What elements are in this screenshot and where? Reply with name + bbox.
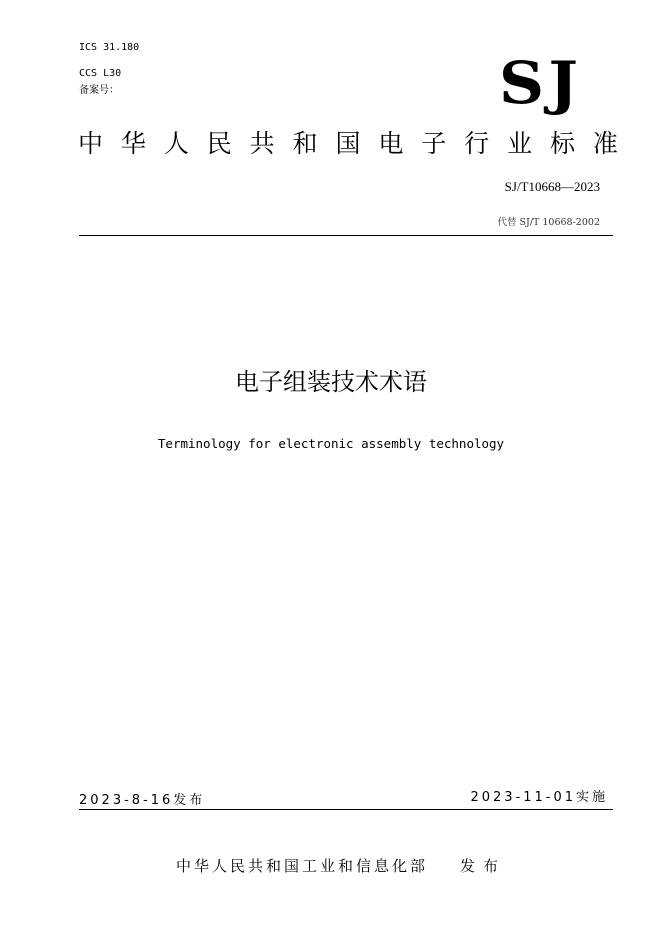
standard-title-char: 子 bbox=[421, 129, 447, 158]
standard-title-char: 和 bbox=[292, 129, 318, 158]
standard-title-char: 准 bbox=[592, 129, 618, 158]
issuing-authority: 中华人民共和国工业和信息化部 bbox=[175, 857, 428, 875]
publish-date: 2023-8-16发布 bbox=[79, 793, 206, 808]
document-title-chinese: 电子组装技术术语 bbox=[235, 368, 427, 396]
standard-title-char: 共 bbox=[249, 129, 275, 158]
standard-title-char: 业 bbox=[507, 129, 533, 158]
replaces-standard: 代替 SJ/T 10668-2002 bbox=[497, 217, 600, 228]
standard-title-char: 行 bbox=[464, 129, 490, 158]
header-divider bbox=[79, 235, 613, 236]
standard-code: SJ/T10668—2023 bbox=[504, 179, 600, 194]
standard-title-char: 标 bbox=[549, 129, 575, 158]
standard-title-char: 国 bbox=[335, 129, 361, 158]
footer-divider bbox=[79, 809, 613, 810]
issue-verb: 发布 bbox=[460, 857, 507, 875]
standard-category-title bbox=[78, 128, 618, 160]
standard-title-char: 中 bbox=[78, 129, 104, 158]
standard-title-char: 电 bbox=[378, 129, 404, 158]
standard-title-char: 华 bbox=[120, 129, 146, 158]
standard-title-char: 民 bbox=[206, 129, 232, 158]
filing-number-label: 备案号： bbox=[79, 85, 119, 96]
ics-number: ICS 31.180 bbox=[79, 42, 140, 53]
sj-logo: SJ bbox=[498, 49, 582, 117]
document-title-english: Terminology for electronic assembly technology bbox=[157, 436, 505, 451]
issuer-row bbox=[0, 856, 662, 876]
ccs-number: CCS L30 bbox=[79, 68, 122, 79]
effective-date: 2023-11-01实施 bbox=[470, 790, 608, 805]
standard-title-char: 人 bbox=[163, 129, 189, 158]
